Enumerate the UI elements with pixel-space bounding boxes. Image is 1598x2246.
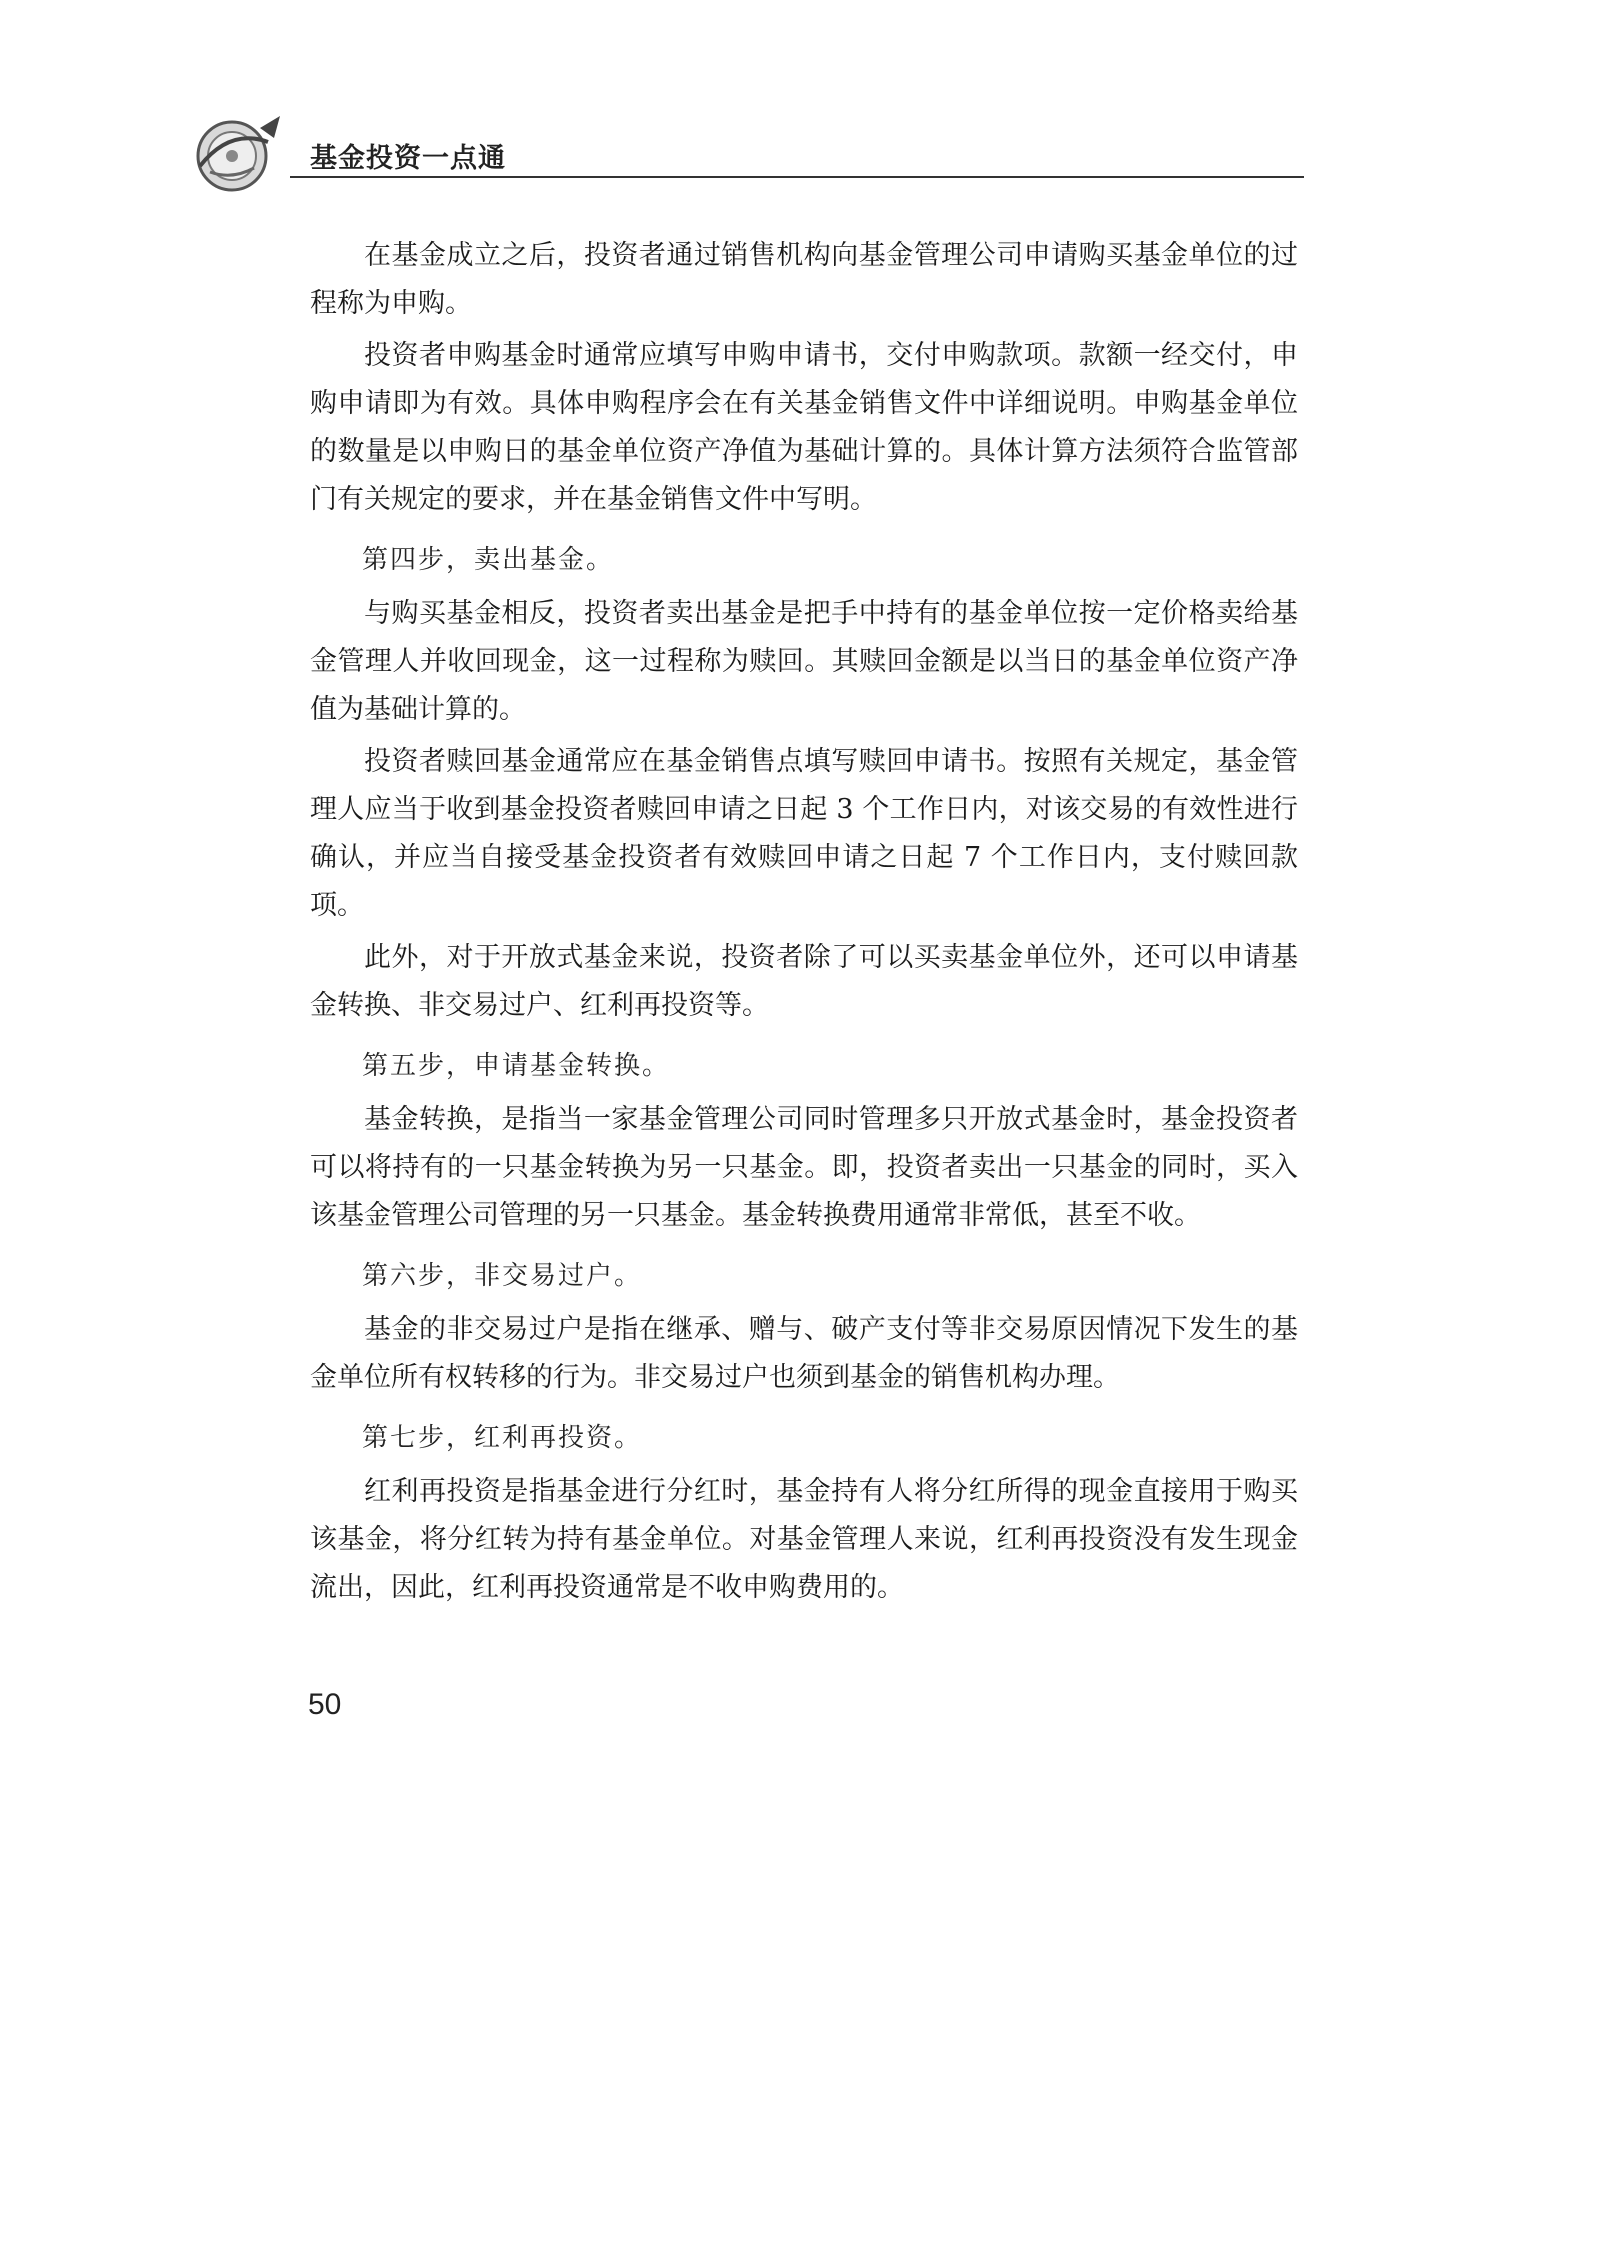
book-logo-icon: [190, 108, 290, 200]
page-number: 50: [308, 1688, 342, 1721]
paragraph: 红利再投资是指基金进行分红时，基金持有人将分红所得的现金直接用于购买该基金，将分红转为持有基金单位。对基金管理人来说，红利再投资没有发生现金流出，因此，红利再投资通常是不收申购费用的。: [310, 1476, 1298, 1603]
header-rule: [290, 176, 1304, 178]
step-heading: 第四步，卖出基金。: [362, 545, 615, 575]
step-heading: 第五步，申请基金转换。: [362, 1051, 671, 1081]
paragraph: 投资者申购基金时通常应填写申购申请书，交付申购款项。款额一经交付，申购申请即为有效。具体申购程序会在有关基金销售文件中详细说明。申购基金单位的数量是以申购日的基金单位资产净值为基础计算的。具体计算方法须符合监管部门有关规定的要求，并在基金销售文件中写明。: [310, 340, 1298, 515]
paragraph: 在基金成立之后，投资者通过销售机构向基金管理公司申请购买基金单位的过程称为申购。: [310, 240, 1298, 319]
paragraph: 基金的非交易过户是指在继承、赠与、破产支付等非交易原因情况下发生的基金单位所有权转移的行为。非交易过户也须到基金的销售机构办理。: [310, 1314, 1298, 1393]
book-title: 基金投资一点通: [310, 143, 506, 174]
step-heading: 第六步，非交易过户。: [362, 1261, 643, 1291]
step-heading: 第七步，红利再投资。: [362, 1423, 643, 1453]
paragraph: 投资者赎回基金通常应在基金销售点填写赎回申请书。按照有关规定，基金管理人应当于收到基金投资者赎回申请之日起 3 个工作日内，对该交易的有效性进行确认，并应当自接受基金投资者有效赎回申请之日起 7 个工作日内，支付赎回款项。: [310, 746, 1298, 921]
page-body: [310, 232, 1298, 1612]
paragraph: 此外，对于开放式基金来说，投资者除了可以买卖基金单位外，还可以申请基金转换、非交易过户、红利再投资等。: [310, 942, 1298, 1021]
paragraph: 基金转换，是指当一家基金管理公司同时管理多只开放式基金时，基金投资者可以将持有的一只基金转换为另一只基金。即，投资者卖出一只基金的同时，买入该基金管理公司管理的另一只基金。基金转换费用通常非常低，甚至不收。: [310, 1104, 1298, 1231]
paragraph: 与购买基金相反，投资者卖出基金是把手中持有的基金单位按一定价格卖给基金管理人并收回现金，这一过程称为赎回。其赎回金额是以当日的基金单位资产净值为基础计算的。: [310, 598, 1298, 725]
page-header: [190, 108, 1304, 178]
